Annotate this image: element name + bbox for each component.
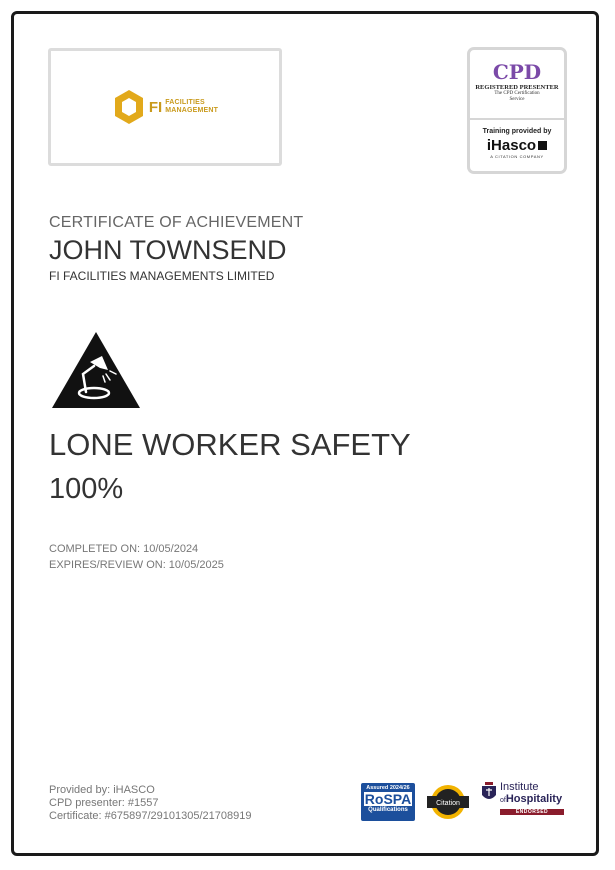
company-logo-box (48, 48, 282, 166)
citation-label: Citation (436, 800, 460, 807)
company-logo-name (165, 99, 218, 115)
hexagon-logo-icon (112, 88, 146, 126)
ioh-line2-small: of (500, 797, 506, 804)
expiry-date: EXPIRES/REVIEW ON: 10/05/2025 (49, 559, 224, 571)
ihasco-logo-text: iHasco (486, 137, 537, 154)
cpd-service-line1: The CPD Certification (494, 91, 540, 96)
ioh-line1: Institute (500, 781, 539, 793)
completed-date: COMPLETED ON: 10/05/2024 (49, 543, 199, 555)
training-provider-label: Training provided by (482, 128, 552, 135)
ioh-line2 (500, 793, 564, 807)
company-logo-name-line1: FACILITIES (165, 99, 205, 106)
recipient-name: JOHN TOWNSEND (49, 235, 287, 265)
ioh-line2-main: Hospitality (505, 793, 563, 805)
ioh-text (500, 782, 564, 815)
cpd-badge-top (470, 50, 564, 120)
lamp-warning-triangle-icon (50, 330, 142, 415)
cpd-logo: CPD (492, 60, 542, 84)
course-title: LONE WORKER SAFETY (49, 427, 411, 462)
citation-badge (425, 782, 471, 827)
ihasco-subtitle: A CITATION COMPANY (490, 154, 544, 159)
cpd-registered-label: REGISTERED PRESENTER (475, 84, 559, 91)
footer-info (49, 784, 251, 823)
rospa-logo: RoSPA (364, 791, 412, 807)
rospa-qualifications: Qualifications (368, 807, 408, 813)
cpd-service-line2: Service (509, 97, 525, 102)
recipient-company: FI FACILITIES MANAGEMENTS LIMITED (49, 269, 275, 283)
cpd-presenter-number: CPD presenter: #1557 (49, 797, 159, 809)
company-logo-mark: FI (148, 98, 163, 116)
course-score: 100% (49, 473, 124, 505)
company-logo-name-line2: MANAGEMENT (165, 107, 219, 114)
ioh-endorsed: ENDORSED (500, 809, 564, 815)
cpd-badge-bottom (470, 120, 564, 159)
certificate-heading: CERTIFICATE OF ACHIEVEMENT (49, 214, 304, 231)
cpd-badge (467, 47, 567, 174)
ihasco-logo (470, 137, 564, 154)
certificate-number: Certificate: #675897/29101305/21708919 (49, 810, 252, 822)
provided-by: Provided by: iHASCO (49, 784, 155, 796)
crest-icon (480, 782, 498, 804)
company-logo (112, 88, 218, 126)
rospa-assured: Assured 2024/26 (366, 785, 410, 791)
institute-of-hospitality-badge (480, 782, 564, 815)
rospa-badge (361, 783, 415, 821)
ihasco-square-icon (538, 141, 547, 150)
